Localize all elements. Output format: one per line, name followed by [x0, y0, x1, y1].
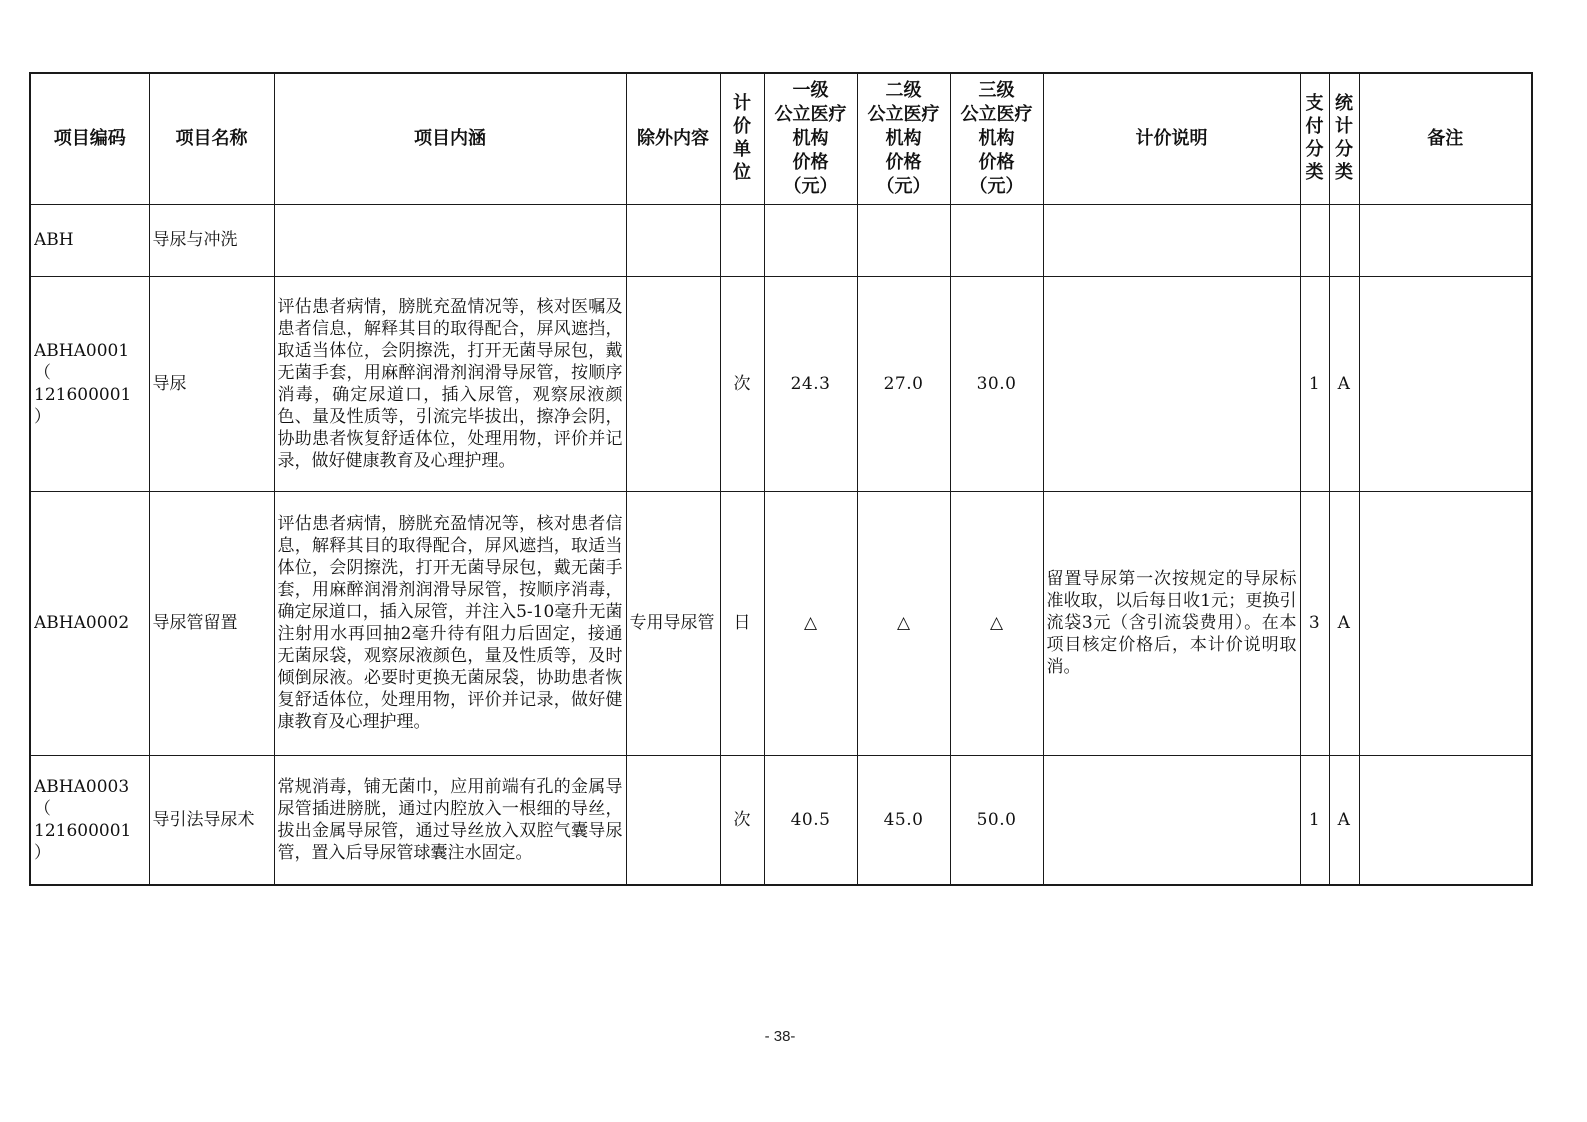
cell-unit: 次 — [720, 276, 764, 491]
cell-content — [274, 491, 626, 755]
cell-remarks — [1359, 204, 1532, 276]
cell-code-text: ABHA0003 （ 121600001 ） — [34, 776, 132, 863]
table-row — [30, 491, 1532, 755]
cell-name — [149, 276, 274, 491]
cell-price-level2: 27.0 — [857, 276, 950, 491]
cell-code — [30, 491, 149, 755]
cell-stat-class: A — [1329, 276, 1359, 491]
cell-exclusion — [626, 755, 720, 885]
header-unit — [720, 73, 764, 204]
header-price-level2: 二级 公立医疗 机构 价格 （元） — [857, 73, 950, 204]
cell-code — [30, 204, 149, 276]
cell-code-text: ABHA0002 — [34, 613, 130, 633]
cell-exclusion-text: 专用导尿管 — [629, 613, 715, 633]
header-remarks: 备注 — [1359, 73, 1532, 204]
header-price-level1: 一级 公立医疗 机构 价格 （元） — [764, 73, 857, 204]
cell-price-level3: 50.0 — [950, 755, 1043, 885]
cell-name-text: 导引法导尿术 — [152, 809, 255, 830]
cell-price-level2 — [857, 204, 950, 276]
cell-pricing-note — [1043, 204, 1300, 276]
cell-content-text: 评估患者病情，膀胱充盈情况等，核对医嘱及患者信息，解释其目的取得配合，屏风遮挡，取适当体位，会阴擦洗，打开无菌导尿包，戴无菌手套，用麻醉润滑剂润滑导尿管，按顺序消毒，确定尿道口，插入尿管，观察尿液颜色、量及性质等，引流完毕拔出，擦净会阴，协助患者恢复舒适体位，处理用物，评价并记录，做好健康教育及心理护理。 — [277, 296, 623, 471]
cell-unit: 日 — [720, 491, 764, 755]
cell-payment-class: 1 — [1300, 276, 1329, 491]
cell-price-level1: 40.5 — [764, 755, 857, 885]
table-row — [30, 276, 1532, 491]
cell-content-text: 常规消毒，铺无菌巾，应用前端有孔的金属导尿管插进膀胱，通过内腔放入一根细的导丝，拔出金属导尿管，通过导丝放入双腔气囊导尿管，置入后导尿管球囊注水固定。 — [277, 776, 623, 863]
header-code: 项目编码 — [30, 73, 149, 204]
header-name: 项目名称 — [149, 73, 274, 204]
table-row — [30, 204, 1532, 276]
table-header-row — [30, 73, 1532, 204]
cell-content — [274, 276, 626, 491]
cell-code — [30, 755, 149, 885]
cell-name-text: 导尿 — [152, 373, 187, 394]
page-number: - 38- — [764, 1028, 796, 1045]
header-payment-class — [1300, 73, 1329, 204]
header-content: 项目内涵 — [274, 73, 626, 204]
cell-price-level3: 30.0 — [950, 276, 1043, 491]
cell-payment-class — [1300, 204, 1329, 276]
cell-exclusion — [626, 204, 720, 276]
cell-stat-class — [1329, 204, 1359, 276]
header-stat-class — [1329, 73, 1359, 204]
cell-remarks — [1359, 491, 1532, 755]
cell-payment-class: 1 — [1300, 755, 1329, 885]
cell-price-level2: 45.0 — [857, 755, 950, 885]
cell-price-level3 — [950, 204, 1043, 276]
header-payment-class-label: 支付分类 — [1305, 93, 1324, 184]
cell-stat-class: A — [1329, 491, 1359, 755]
header-pricing-note: 计价说明 — [1043, 73, 1300, 204]
table-row — [30, 755, 1532, 885]
cell-unit: 次 — [720, 755, 764, 885]
cell-price-level1: 24.3 — [764, 276, 857, 491]
cell-payment-class: 3 — [1300, 491, 1329, 755]
pricing-table — [29, 72, 1533, 886]
cell-pricing-note — [1043, 491, 1300, 755]
cell-price-level3: △ — [950, 491, 1043, 755]
cell-price-level2: △ — [857, 491, 950, 755]
cell-content-text: 评估患者病情，膀胱充盈情况等，核对患者信息，解释其目的取得配合，屏风遮挡，取适当体位，会阴擦洗，打开无菌导尿包，戴无菌手套，用麻醉润滑剂润滑导尿管，按顺序消毒，确定尿道口，插入尿管，并注入5-10毫升无菌注射用水再回抽2毫升待有阻力后固定，接通无菌尿袋，观察尿液颜色，量及性质等，及时倾倒尿液。必要时更换无菌尿袋，协助患者恢复舒适体位，处理用物，评价并记录，做好健康教育及心理护理。 — [277, 514, 623, 732]
cell-price-level1: △ — [764, 491, 857, 755]
cell-name — [149, 491, 274, 755]
cell-exclusion — [626, 276, 720, 491]
cell-remarks — [1359, 755, 1532, 885]
cell-code-text: ABHA0001 （ 121600001 ） — [34, 340, 132, 427]
cell-content — [274, 755, 626, 885]
header-stat-class-label: 统计分类 — [1334, 93, 1353, 184]
cell-name-text: 导尿与冲洗 — [152, 230, 238, 250]
cell-remarks — [1359, 276, 1532, 491]
cell-stat-class: A — [1329, 755, 1359, 885]
cell-name — [149, 755, 274, 885]
cell-name — [149, 204, 274, 276]
header-exclusion: 除外内容 — [626, 73, 720, 204]
header-unit-label: 计价单位 — [732, 93, 751, 184]
cell-exclusion — [626, 491, 720, 755]
cell-content — [274, 204, 626, 276]
cell-pricing-note — [1043, 276, 1300, 491]
header-price-level3: 三级 公立医疗 机构 价格 （元） — [950, 73, 1043, 204]
cell-pricing-note — [1043, 755, 1300, 885]
cell-price-level1 — [764, 204, 857, 276]
cell-unit — [720, 204, 764, 276]
cell-code-text: ABH — [34, 230, 74, 250]
cell-name-text: 导尿管留置 — [152, 613, 238, 633]
cell-pricing-note-text: 留置导尿第一次按规定的导尿标准收取，以后每日收1元；更换引流袋3元（含引流袋费用）。在本项目核定价格后，本计价说明取消。 — [1046, 569, 1297, 677]
cell-code — [30, 276, 149, 491]
